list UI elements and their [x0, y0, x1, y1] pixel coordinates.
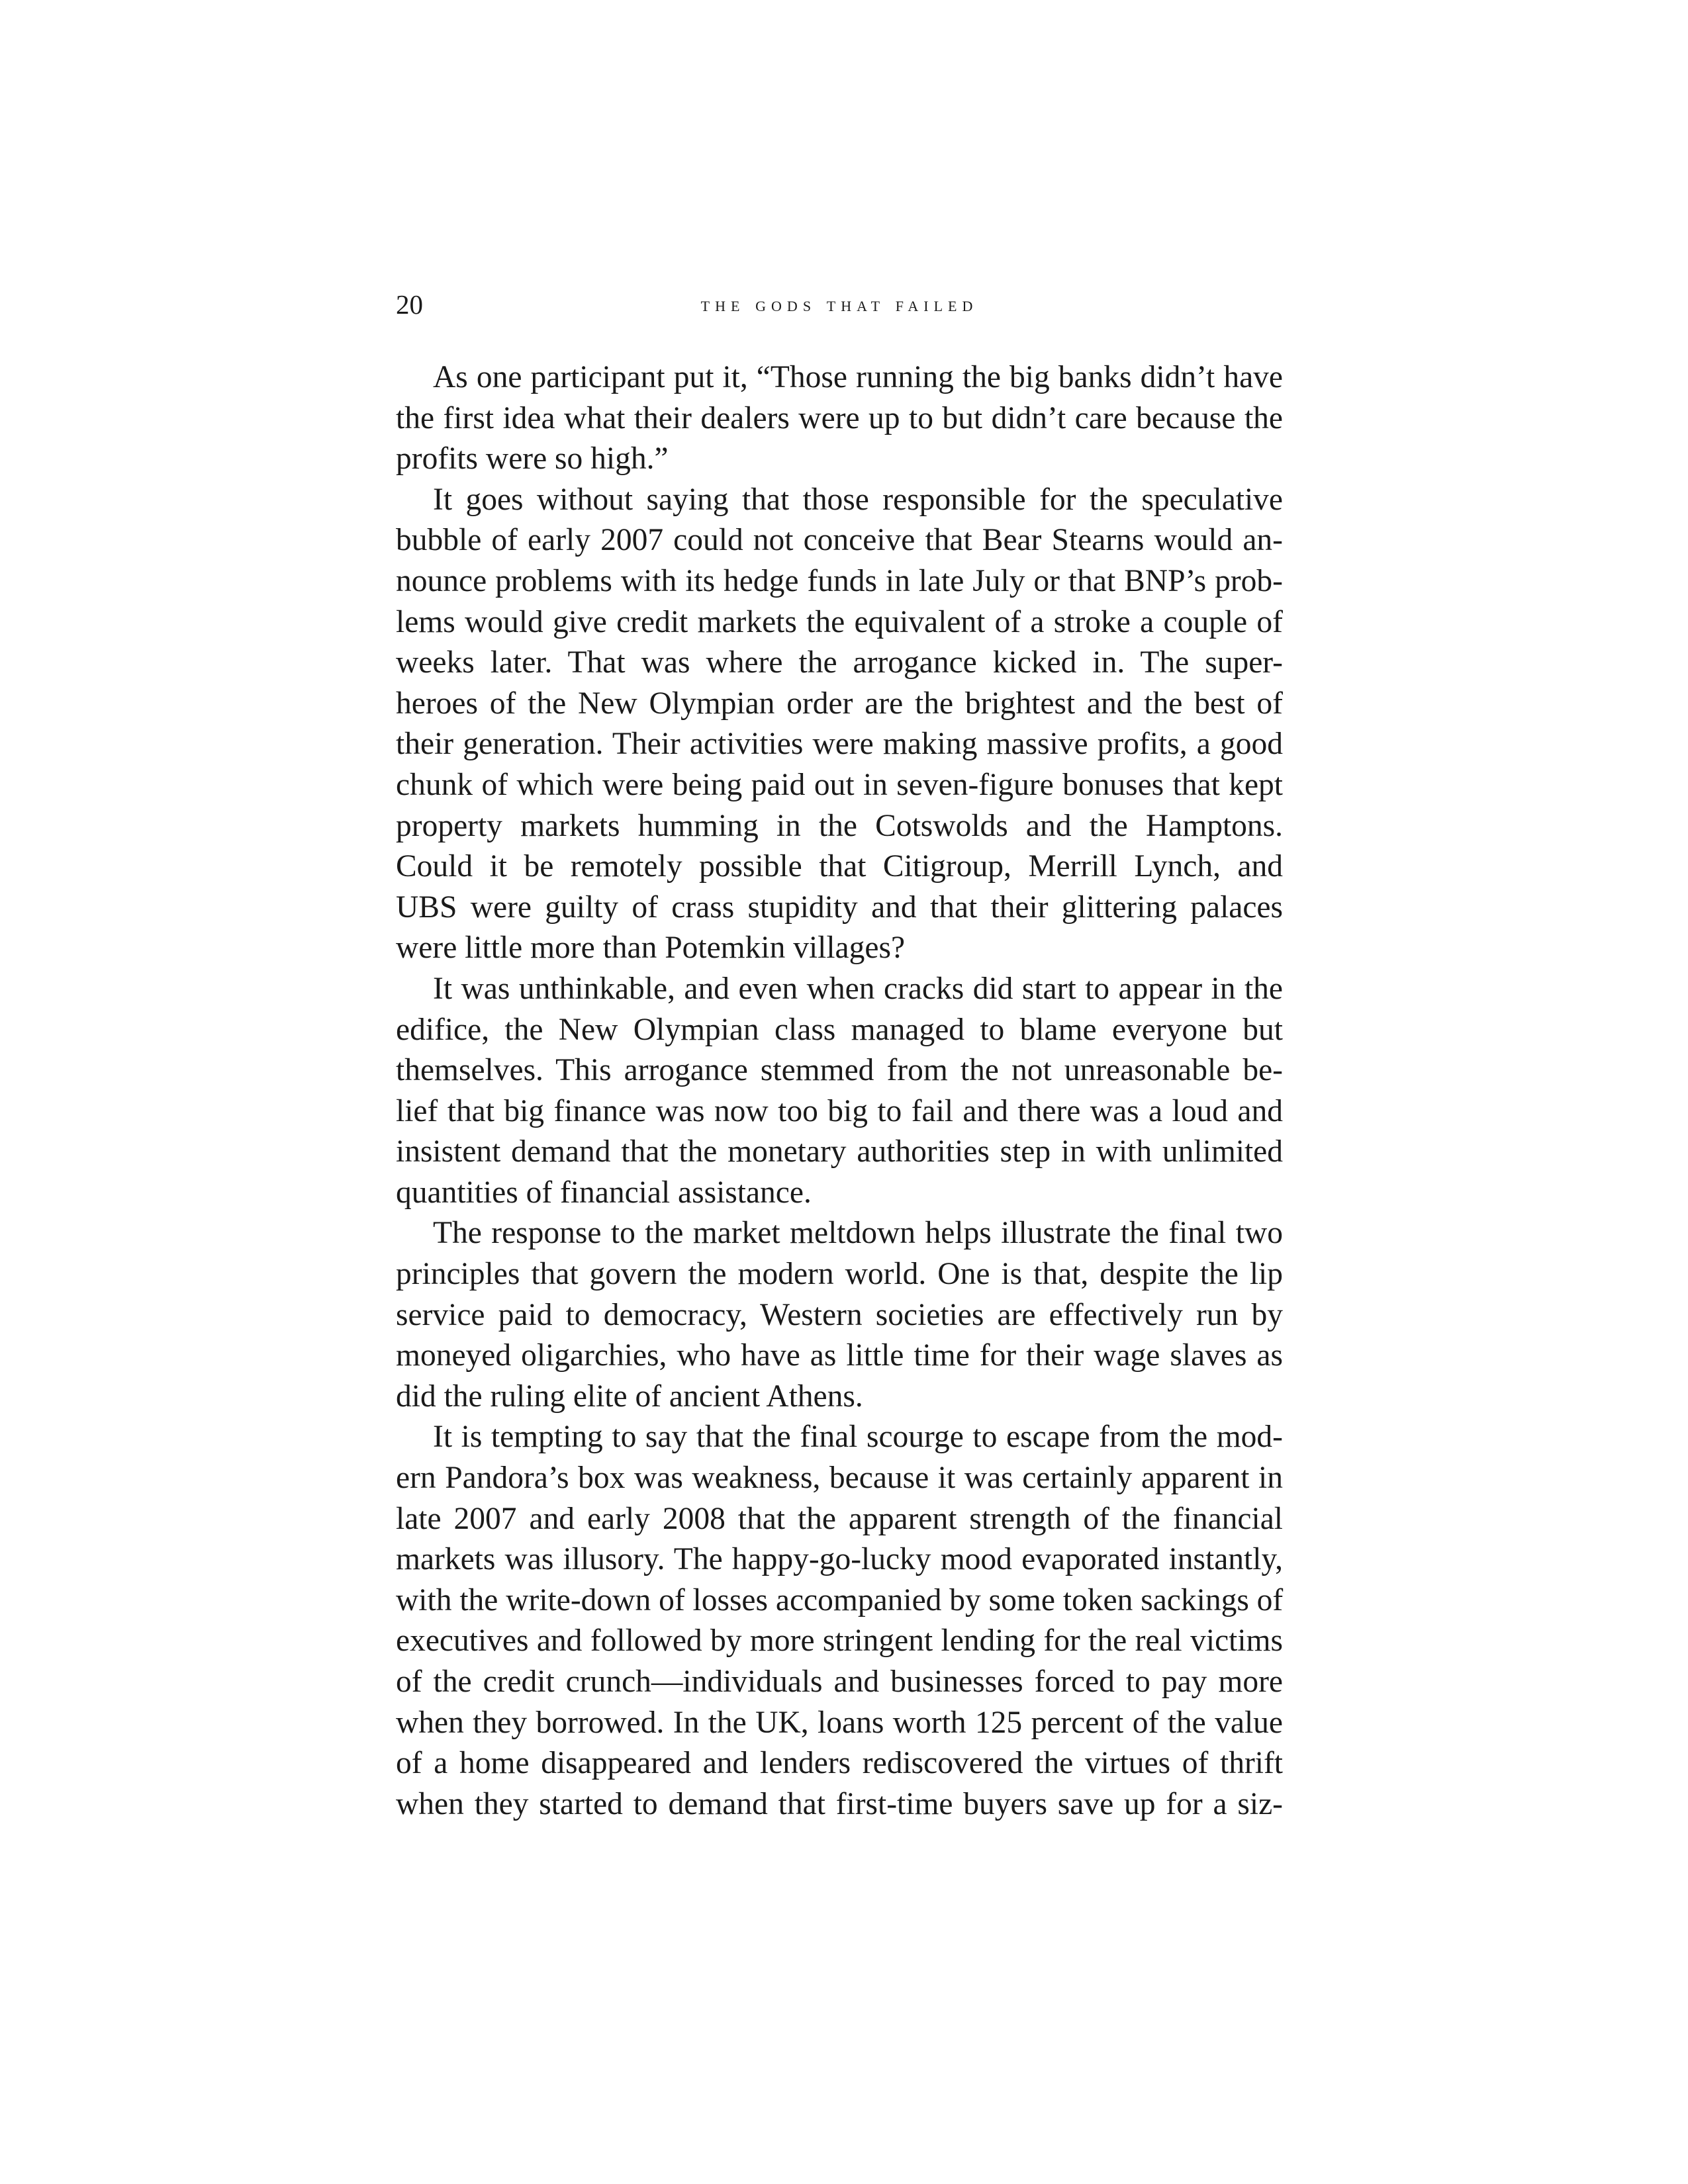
- text-line: when they started to demand that first-time buyers save up for a siz-: [396, 1786, 1283, 1821]
- book-title: the gods that failed: [700, 293, 978, 316]
- text-line: of the credit crunch—individuals and businesses forced to pay more: [396, 1664, 1283, 1699]
- text-line: insistent demand that the monetary authorities step in with unlimited: [396, 1134, 1283, 1169]
- text-line: the first idea what their dealers were up to but didn’t care because the: [396, 400, 1283, 435]
- paragraph: [396, 1417, 1283, 1825]
- page-number: 20: [396, 289, 423, 320]
- text-line: lems would give credit markets the equivalent of a stroke a couple of: [396, 604, 1283, 639]
- text-line: quantities of financial assistance.: [396, 1175, 812, 1210]
- paragraph: [396, 357, 1283, 480]
- text-line: Could it be remotely possible that Citigroup, Merrill Lynch, and: [396, 849, 1283, 884]
- text-line: themselves. This arrogance stemmed from the not unreasonable be-: [396, 1053, 1283, 1088]
- text-line: ern Pandora’s box was weakness, because it was certainly apparent in: [396, 1461, 1283, 1496]
- text-line: moneyed oligarchies, who have as little time for their wage slaves as: [396, 1338, 1283, 1373]
- running-head: [396, 285, 1283, 324]
- text-line: chunk of which were being paid out in seven-figure bonuses that kept: [396, 767, 1283, 802]
- text-line: heroes of the New Olympian order are the brightest and the best of: [396, 686, 1283, 721]
- text-line: with the write-down of losses accompanied by some token sackings of: [396, 1582, 1284, 1617]
- text-line: weeks later. That was where the arrogance kicked in. The super-: [396, 645, 1283, 680]
- text-line: nounce problems with its hedge funds in late July or that BNP’s prob-: [396, 563, 1283, 598]
- text-line: lief that big finance was now too big to fail and there was a loud and: [396, 1093, 1283, 1128]
- paragraph: [396, 1213, 1283, 1417]
- paragraph: [396, 969, 1283, 1214]
- text-line: It was unthinkable, and even when cracks did start to appear in the: [433, 971, 1283, 1006]
- text-line: did the ruling elite of ancient Athens.: [396, 1379, 863, 1414]
- text-line: UBS were guilty of crass stupidity and that their glittering palaces: [396, 889, 1283, 925]
- text-line: markets was illusory. The happy-go-lucky mood evaporated instantly,: [396, 1542, 1283, 1577]
- text-line: late 2007 and early 2008 that the apparent strength of the financial: [396, 1501, 1283, 1536]
- text-line: when they borrowed. In the UK, loans worth 125 percent of the value: [396, 1705, 1283, 1740]
- text-line: service paid to democracy, Western societies are effectively run by: [396, 1297, 1283, 1332]
- text-line: The response to the market meltdown helps illustrate the final two: [433, 1216, 1283, 1251]
- text-line: principles that govern the modern world. One is that, despite the lip: [396, 1257, 1283, 1292]
- text-line: of a home disappeared and lenders rediscovered the virtues of thrift: [396, 1746, 1283, 1781]
- body-text: [396, 357, 1283, 1825]
- text-line: As one participant put it, “Those running the big banks didn’t have: [433, 360, 1283, 394]
- paragraph: [396, 480, 1283, 969]
- text-line: It is tempting to say that the final scourge to escape from the mod-: [433, 1420, 1283, 1455]
- text-line: edifice, the New Olympian class managed to blame everyone but: [396, 1012, 1283, 1047]
- text-line: profits were so high.”: [396, 441, 669, 477]
- text-line: property markets humming in the Cotswolds and the Hamptons.: [396, 808, 1283, 843]
- text-line: executives and followed by more stringent lending for the real victims: [396, 1623, 1283, 1659]
- text-line: their generation. Their activities were making massive profits, a good: [396, 727, 1283, 762]
- text-line: were little more than Potemkin villages?: [396, 931, 906, 966]
- text-line: It goes without saying that those responsible for the speculative: [433, 482, 1283, 517]
- text-line: bubble of early 2007 could not conceive that Bear Stearns would an-: [396, 523, 1283, 558]
